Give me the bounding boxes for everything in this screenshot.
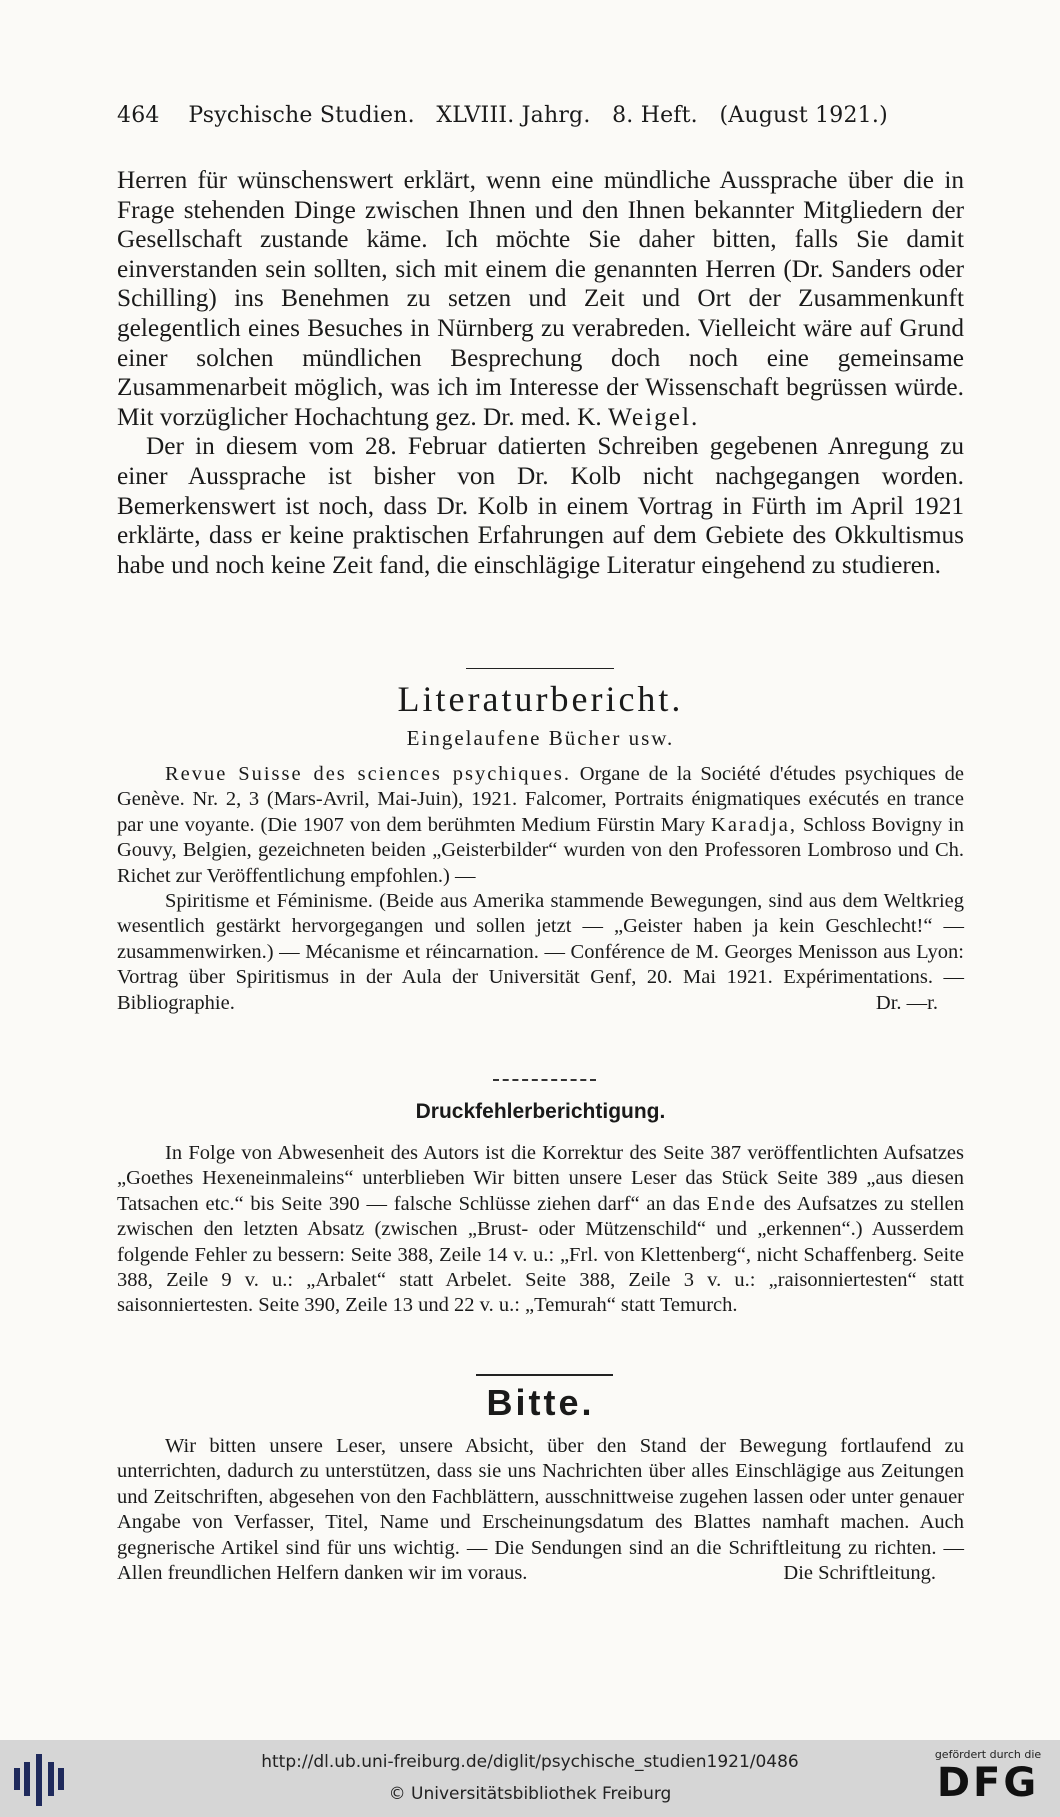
errata-section bbox=[117, 1141, 964, 1319]
editor-signature: Die Schriftleitung. bbox=[783, 1562, 936, 1585]
funded-by-label: gefördert durch die bbox=[934, 1748, 1042, 1761]
literature-report bbox=[117, 762, 964, 1016]
letter-paragraph: Herren für wünschenswert erklärt, wenn eine mündliche Aussprache über die in Frage stehenden Dinge zwischen Ihnen und den Ihnen bekannter Mitgliedern der Gesellschaft zustande käme. Ich möchte Sie daher bitten, falls Sie damit einverstanden sein sollten, sich mit einem die genannten Herren (Dr. Sanders oder Schilling) ins Benehmen zu setzen und Zeit und Ort der Zusammenkunft gelegentlich eines Besuches in Nürnberg zu verabreden. Vielleicht wäre auf Grund einer solchen mündlichen Besprechung doch noch eine gemeinsame Zusammenarbeit möglich, was ich im Interesse der Wissenschaft begrüssen würde. Mit vorzüglicher Hochachtung gez. Dr. med. K. Weigel. bbox=[117, 166, 964, 431]
dfg-logo bbox=[924, 1748, 1052, 1812]
dfg-logo-text: DFG bbox=[936, 1760, 1040, 1806]
section-heading-druckfehler: Druckfehlerberichtigung. bbox=[415, 1100, 666, 1123]
volume: XLVIII. Jahrg. bbox=[436, 103, 591, 128]
literature-entry: Revue Suisse des sciences psychiques. Organe de la Société d'études psychiques de Genève. Nr. 2, 3 (Mars-Avril, Mai-Juin), 1921. Falcomer, Portraits énigmatiques exécutés en trance par une voyante. (Die 1907 von dem berühmten Medium Fürstin Mary Karadja, Schloss Bovigny in Gouvy, Belgien, gezeichneten beiden „Geisterbilder“ wurden von den Professoren Lombroso und Ch. Richet zur Veröffentlichung empfohlen.) — bbox=[117, 763, 965, 887]
request-paragraph: Wir bitten unsere Leser, unsere Absicht, über den Stand der Bewegung fortlaufend zu unterrichten, dadurch zu unterstützen, dass sie uns Nachrichten über alles Einschlägige aus Zeitungen und Zeitschriften, abgesehen von den Fachblättern, ausschnittweise zugehen lassen oder unter genauer Angabe von Verfasser, Titel, Name und Erscheinungsdatum des Blattes namhaft machen. Auch gegnerische Artikel sind für uns wichtig. — Die Sendungen sind an die Schriftleitung zu richten. — Allen freundlichen Helfern danken wir im voraus. Die Schriftleitung. bbox=[117, 1434, 964, 1586]
signatory-name: Weigel. bbox=[608, 402, 700, 431]
issue-date: (August 1921.) bbox=[719, 103, 888, 128]
section-heading-bitte: Bitte. bbox=[486, 1382, 595, 1423]
page-number: 464 bbox=[117, 103, 160, 128]
copyright-notice: © Universitätsbibliothek Freiburg bbox=[388, 1784, 672, 1804]
section-divider bbox=[476, 1374, 613, 1376]
commentary-paragraph: Der in diesem vom 28. Februar datierten Schreiben gegebenen Anregung zu einer Aussprache ist bisher von Dr. Kolb nicht nachgegangen worden. Bemerkenswert ist noch, dass Dr. Kolb in einem Vortrag in Fürth im April 1921 erklärte, dass er keine praktischen Erfahrungen auf dem Gebiete des Okkultismus habe und noch keine Zeit fand, die einschlägige Literatur eingehend zu studieren. bbox=[117, 432, 964, 579]
section-heading-literaturbericht: Literaturbericht. bbox=[397, 679, 684, 719]
reviewer-signature: Dr. —r. bbox=[875, 991, 938, 1014]
section-divider-dashed bbox=[493, 1079, 596, 1081]
journal-title: Psychische Studien. bbox=[188, 103, 415, 128]
issue: 8. Heft. bbox=[612, 103, 698, 128]
running-header bbox=[117, 103, 947, 128]
section-divider bbox=[466, 668, 614, 669]
literature-entry: Spiritisme et Féminisme. (Beide aus Amerika stammende Bewegungen, sind aus dem Weltkrieg wesentlich gestärkt hervorgegangen und sollen jetzt — „Geister haben ja kein Geschlecht!“ — zusammenwirken.) — Mécanisme et réincarnation. — Conférence de M. Georges Menisson aus Lyon: Vortrag über Spiritismus in der Aula der Universität Genf, 20. Mai 1921. Expérimentations. — Bibliographie. Dr. —r. bbox=[117, 889, 964, 1016]
request-section bbox=[117, 1434, 964, 1586]
section-subheading: Eingelaufene Bücher usw. bbox=[406, 726, 675, 750]
errata-paragraph: In Folge von Abwesenheit des Autors ist die Korrektur des Seite 387 veröffentlichten Aufsatzes „Goethes Hexeneinmaleins“ unterblieben Wir bitten unsere Leser das Stück Seite 389 „aus diesen Tatsachen etc.“ bis Seite 390 — falsche Schlüsse ziehen darf“ an das Ende des Aufsatzes zu stellen zwischen den letzten Absatz (zwischen „Brust- oder Mützenschild“ und „erkennen“.) Ausserdem folgende Fehler zu bessern: Seite 388, Zeile 14 v. u.: „Frl. von Klettenberg“, nicht Schaffenberg. Seite 388, Zeile 9 v. u.: „Arbalet“ statt Arbelet. Seite 388, Zeile 3 v. u.: „raisonniertesten“ statt saisonniertesten. Seite 390, Zeile 13 und 22 v. u.: „Temurah“ statt Temurch. bbox=[117, 1142, 964, 1317]
viewer-footer bbox=[0, 1740, 1060, 1817]
permalink-url[interactable]: http://dl.ub.uni-freiburg.de/diglit/psychische_studien1921/0486 bbox=[261, 1752, 799, 1772]
letter-continuation bbox=[117, 166, 964, 580]
